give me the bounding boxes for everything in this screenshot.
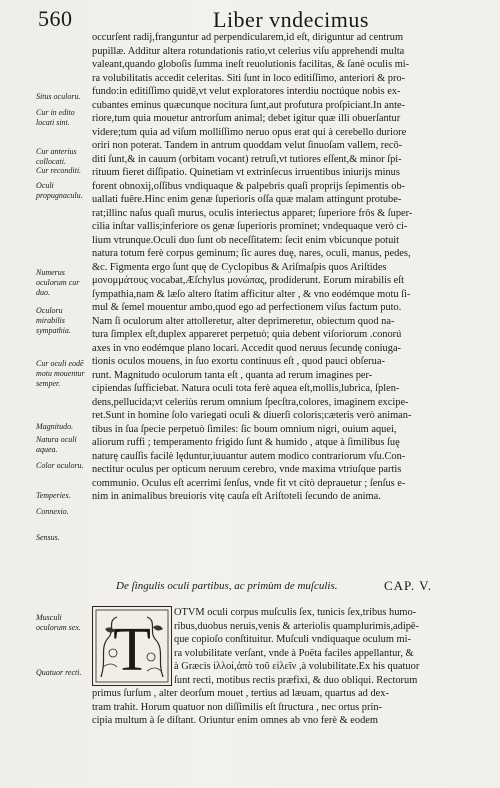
running-title: Liber vndecimus [213,7,369,32]
text-line: fundo:in editiſſimo quidē,vt velut exploratores interdiu noctúque nobis ex- [92,86,401,97]
text-line: pupillæ. Additur altera rotundationis ratio,vt celerius viſu apprehendi multa [92,45,405,57]
chapter-heading [116,580,486,598]
text-line: nectitur oculus per opticum neruum cerebro, vnde maxima vtriuſque partis [92,464,402,475]
initial-letter: T [113,616,151,684]
text-line: ra volubilitatis accedit celeritas. Siti ſunt in loco editiſſimo, anteriori & pro- [92,72,406,84]
text-line: que copioſo conſtituitur. Muſculi vndiquaque oculum mi- [174,634,411,645]
historiated-initial-icon [92,606,172,686]
sidenote-temperies: Temperies. [36,491,71,500]
text-line: runt. Magnitudo oculorum tanta eſt , quanta ad rerum imagines per- [92,369,373,381]
sidenote-sensus: Sensus. [36,533,60,542]
page-number: 560 [38,6,73,31]
text-line: cipiendas ſufficiebat. Natura oculi tota ferè aquea eſt,mollis,lubrica, ſplen- [92,383,400,394]
text-line: videre;tum quia ad viſum molliſſimo neruo opus erat qui à cerebello duriore [92,126,407,138]
text-line: tram trahit. Horum quatuor non diſſimilis eſt ſtructura , nec ortus prin- [92,701,383,713]
text-line: ſympathia,nam & læſo altero ſtatim afficitur alter , & vno eodémque motu ſi- [92,288,411,300]
text-line: cipia multum à ſe diſtant. Oriuntur enim omnes ab vno ferè & eodem [92,715,378,726]
text-line: tura ſimplex eſt,duplex appareret perpetuò; quia debent viſoriorum .conorú [92,329,402,340]
text-line: naturę cauſſis facilè lęduntur,iuuantur autem modico contrariorum vſu.Con- [92,450,406,462]
sidenote-connexio: Connexio. [36,507,69,516]
text-line: &c. Figmenta ergo ſunt quę de Cyclopibus & Ariſmaſpis quos Ariſtides [92,261,387,273]
text-line: OTVM oculi corpus muſculis ſex, tunicis ſex,tribus humo- [174,607,417,618]
text-line: ra volubilitate verſant, vnde à Poëta faciles appellantur, & [174,647,414,659]
sidenote-magnitudo: Magnitudo. [36,422,74,431]
sidenote-musculi: Musculi oculorum sex. [36,613,81,632]
text-line: primus ſurſum , alter deorſum mouet , tertius ad læuam, quartus ad dex- [92,688,389,699]
text-line: rat;illinc naſus quaſi murus, oculis interiectus apparet; ſuperiore frōs & ſuper- [92,207,413,219]
text-line: lium vtrunque.Oculi duo ſunt ob neceſſitatem: ſecit enim vbicunque potuit [92,234,400,246]
text-line: natura totum ferè corpus geminum; ſic aures duę, nares, oculi, manus, pedes, [92,248,411,259]
sidenote-motus: Cur oculi eodē motu mouentur semper. [36,359,85,388]
sidenote-situs: Situs oculoru. [36,92,81,101]
main-text-block [92,31,482,504]
text-line: μονομμάτους vocabat,Æſchylus μονώπας, prodiderunt. Eorum mirabilis eſt [92,275,405,286]
text-line: diti ſunt,& in cauum (orbitam vocant) retruſi,vt tutiores eſſent,& minor ſpi- [92,153,402,165]
sidenote-reconditi: Cur reconditi. [36,166,82,175]
text-line: forent obnoxij,oſſibus vndiquaque & palpebris quaſi proprijs ſepimentis ob- [92,180,406,192]
text-line: valeant,quando globoſis ſumma ineſt reuolutionis facilitas, & ſanè oculis mi- [92,59,410,70]
text-line: uallati fuêre.Hinc enim genæ ſuperioris oſſa quæ malam attingunt protube- [92,194,402,205]
sidenote-anterius: Cur anterius collocati. [36,147,77,166]
sidenote-propugnaculum: Oculi propugnaculu. [36,181,83,200]
text-line: ſunt recti, motibus rectis præfixi, & duo obliqui. Rectorum [174,674,418,686]
chapter-text [92,687,482,728]
text-line: cilia inſtar vallis;inferiore os genæ ſuperioris prominet; vndequaque verò ci- [92,221,408,232]
text-line: communio. Oculus eſt acerrimi ſenſus, vnde fit vt citò deprauetur ; ſenſus e- [92,477,406,489]
sidenote-quatuor: Quatuor recti. [36,668,82,677]
text-line: tibus in ſua ſpecie perpetuò ſimiles: ſic boum omnium nigri, ouium aquei, [92,423,397,435]
text-line: aliorum ruffi ; temperamento frigido ſunt & humido , atque à ſimilibus ſuę [92,437,400,448]
sidenote-sympathia: Oculoru mirabilis sympathia. [36,306,71,335]
initial-ornament [93,607,171,685]
chapter-text-beside-initial [174,606,484,687]
text-line: ret.Sunt in homine ſolo variegati oculi & diuerſi coloris;cæteris verò animan- [92,410,412,421]
text-line: rituum fieret diſſipatio. Quinetiam vt extrinſecus irruentibus iniurijs minus [92,167,400,178]
text-line: nim in animalibus breuioris vitę cauſa eſt Ariſtoteli ſecundo de anima. [92,491,381,502]
page-header [38,6,478,32]
text-line: tionis oculos mouens, in ſuo exortu continuus eſt , quod pauci obſerua- [92,356,385,367]
text-line: axes in vno eodémque plano locari. Accedit quod neruus ſecundę coniuga- [92,342,402,354]
text-line: ribus,duobus neruis,venis & arteriolis quamplurimis,adipē- [174,620,420,632]
chapter-label: CAP. V. [384,578,433,593]
sidenote-color: Color oculoru. [36,461,84,470]
text-line: mul & ſemel mouentur ambo,quod ego ad perfectionem viſus factum puto. [92,302,402,313]
sidenote-edito: Cur in edito locati sint. [36,108,75,127]
sidenote-natura: Natura oculi aquea. [36,435,77,454]
text-line: à Græcis ἰλλοί,ἀπὸ τοῦ εἰλεῖν ,à volubilitate.Ex his quatuor [174,661,420,672]
text-line: riore,tum quia mouetur antrorſum animal; debet igitur quæ illi obuerſantur [92,113,401,124]
text-line: dens,pellucida;vt celeriùs rerum omnium ſpecſtra,colores, imaginem excipe- [92,396,409,408]
chapter-title: De ſingulis oculi partibus, ac primùm de muſculis. [116,580,338,592]
text-line: Nam ſi oculorum alter attolleretur, alter deprimeretur, obiectum quod na- [92,315,395,327]
text-line: occurſent radij,franguntur ad perpendicularem,id eſt, diriguntur ad centrum [92,32,404,43]
text-line: oriri non poterat. Tandem in antrum quoddam velut ſinuoſam vallem, recō- [92,140,403,151]
sidenote-numerus: Numerus oculorum cur duo. [36,268,80,297]
text-line: cubantes eminus quæcunque nocitura ſunt,aut profutura proſpiciant.In ante- [92,99,406,111]
